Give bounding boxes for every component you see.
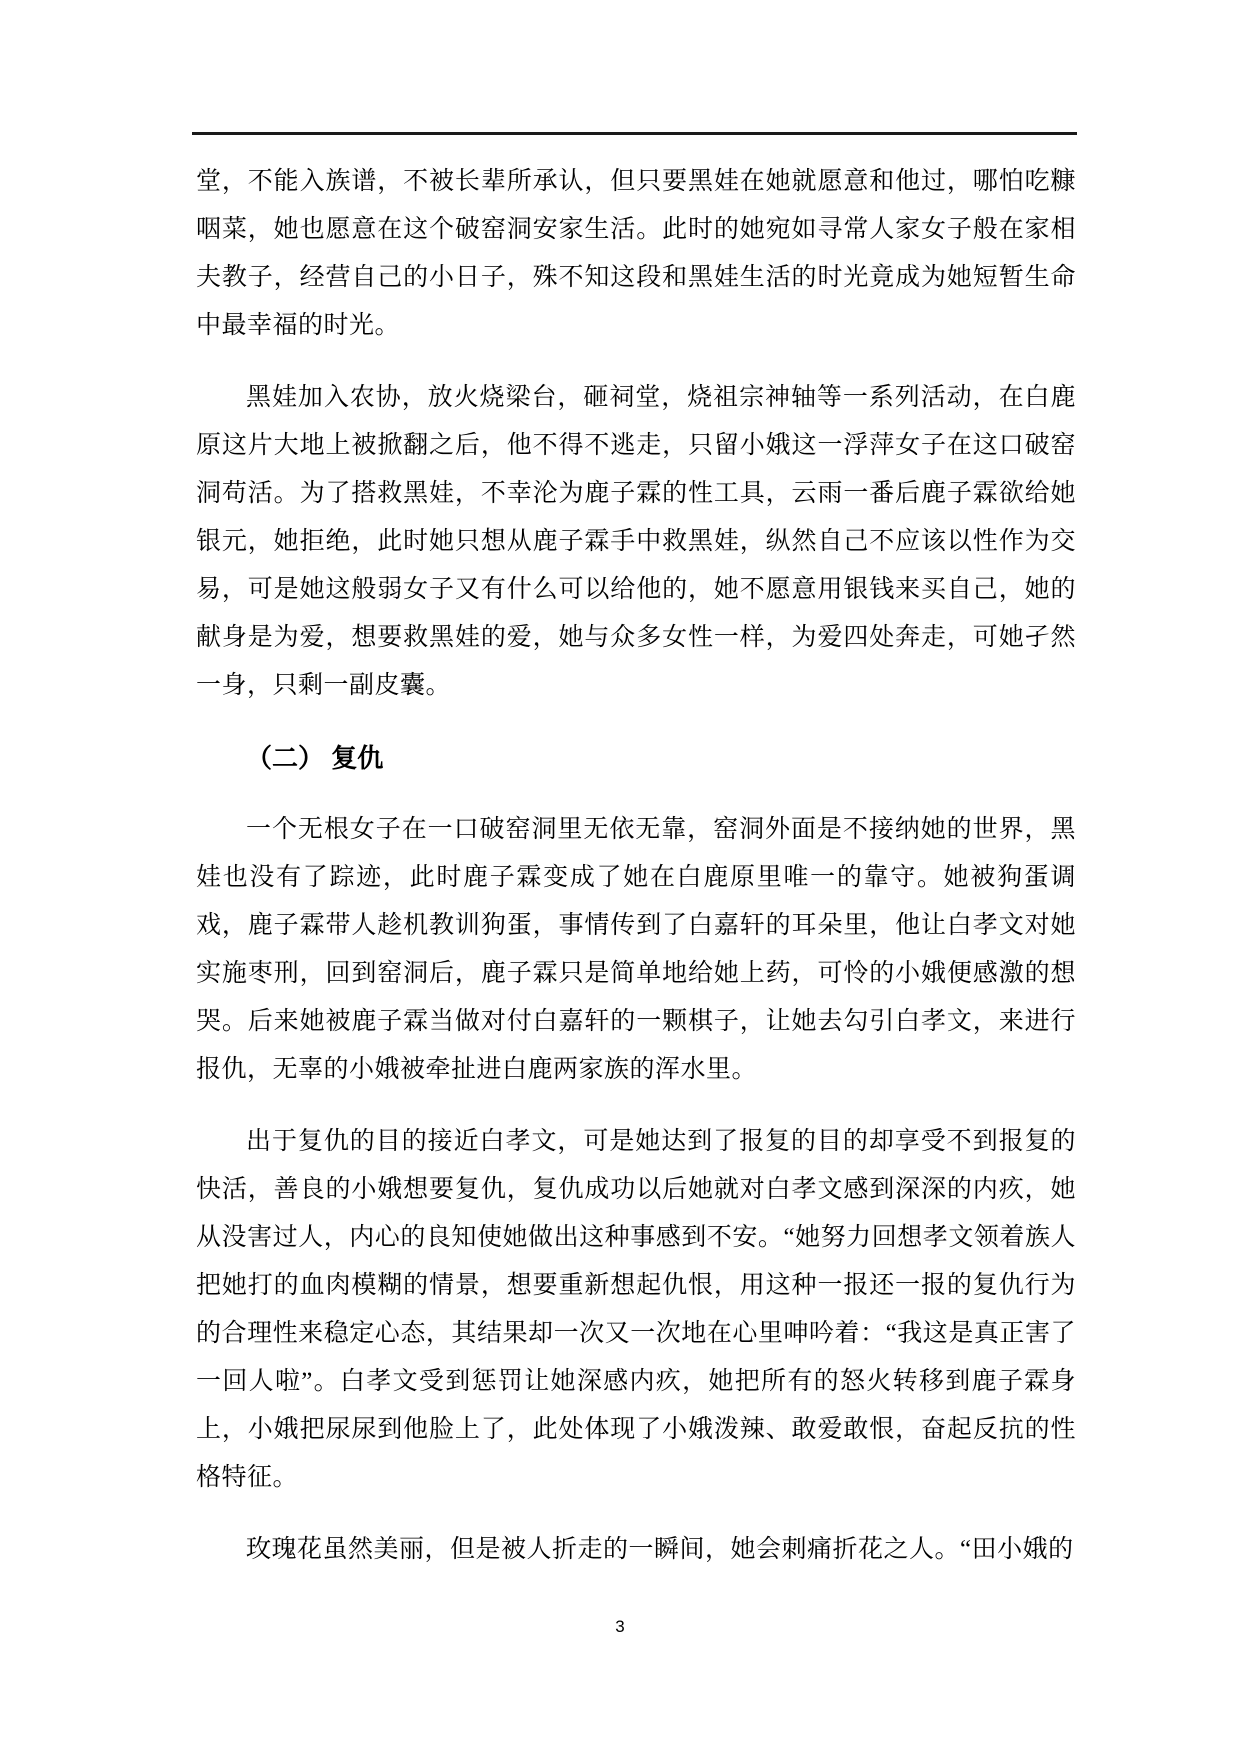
paragraph: 一个无根女子在一口破窑洞里无依无靠，窑洞外面是不接纳她的世界，黑娃也没有了踪迹，此时鹿子霖变成了她在白鹿原里唯一的靠守。她被狗蛋调戏，鹿子霖带人趁机教训狗蛋，事情传到了白嘉轩的耳朵里，他让白孝文对她实施枣刑，回到窑洞后，鹿子霖只是简单地给她上药，可怜的小娥便感激的想哭。后来她被鹿子霖当做对付白嘉轩的一颗棋子，让她去勾引白孝文，来进行报仇，无辜的小娥被牵扯进白鹿两家族的浑水里。 (196, 816, 1076, 1083)
paragraph: 黑娃加入农协，放火烧梁台，砸祠堂，烧祖宗神轴等一系列活动，在白鹿原这片大地上被掀翻之后，他不得不逃走，只留小娥这一浮萍女子在这口破窑洞苟活。为了搭救黑娃，不幸沦为鹿子霖的性工具，云雨一番后鹿子霖欲给她银元，她拒绝，此时她只想从鹿子霖手中救黑娃，纵然自己不应该以性作为交易，可是她这般弱女子又有什么可以给他的，她不愿意用银钱来买自己，她的献身是为爱，想要救黑娃的爱，她与众多女性一样，为爱四处奔走，可她孑然一身，只剩一副皮囊。 (196, 384, 1076, 699)
document-body (196, 158, 1076, 1598)
page-number: 3 (615, 1617, 625, 1636)
paragraph: 玫瑰花虽然美丽，但是被人折走的一瞬间，她会刺痛折花之人。“田小娥的 (246, 1536, 1074, 1563)
header-rule (192, 132, 1077, 135)
paragraph: 出于复仇的目的接近白孝文，可是她达到了报复的目的却享受不到报复的快活，善良的小娥想要复仇，复仇成功以后她就对白孝文感到深深的内疚，她从没害过人，内心的良知使她做出这种事感到不安。“她努力回想孝文领着族人把她打的血肉模糊的情景，想要重新想起仇恨，用这种一报还一报的复仇行为的合理性来稳定心态，其结果却一次又一次地在心里呻吟着：“我这是真正害了一回人啦”。白孝文受到惩罚让她深感内疚，她把所有的怒火转移到鹿子霖身上，小娥把尿尿到他脸上了，此处体现了小娥泼辣、敢爱敢恨，奋起反抗的性格特征。 (196, 1128, 1076, 1491)
paragraph-continuation: 堂，不能入族谱，不被长辈所承认，但只要黑娃在她就愿意和他过，哪怕吃糠咽菜，她也愿意在这个破窑洞安家生活。此时的她宛如寻常人家女子般在家相夫教子，经营自己的小日子，殊不知这段和黑娃生活的时光竟成为她短暂生命中最幸福的时光。 (196, 168, 1076, 339)
section-heading: （二） 复仇 (246, 743, 384, 773)
